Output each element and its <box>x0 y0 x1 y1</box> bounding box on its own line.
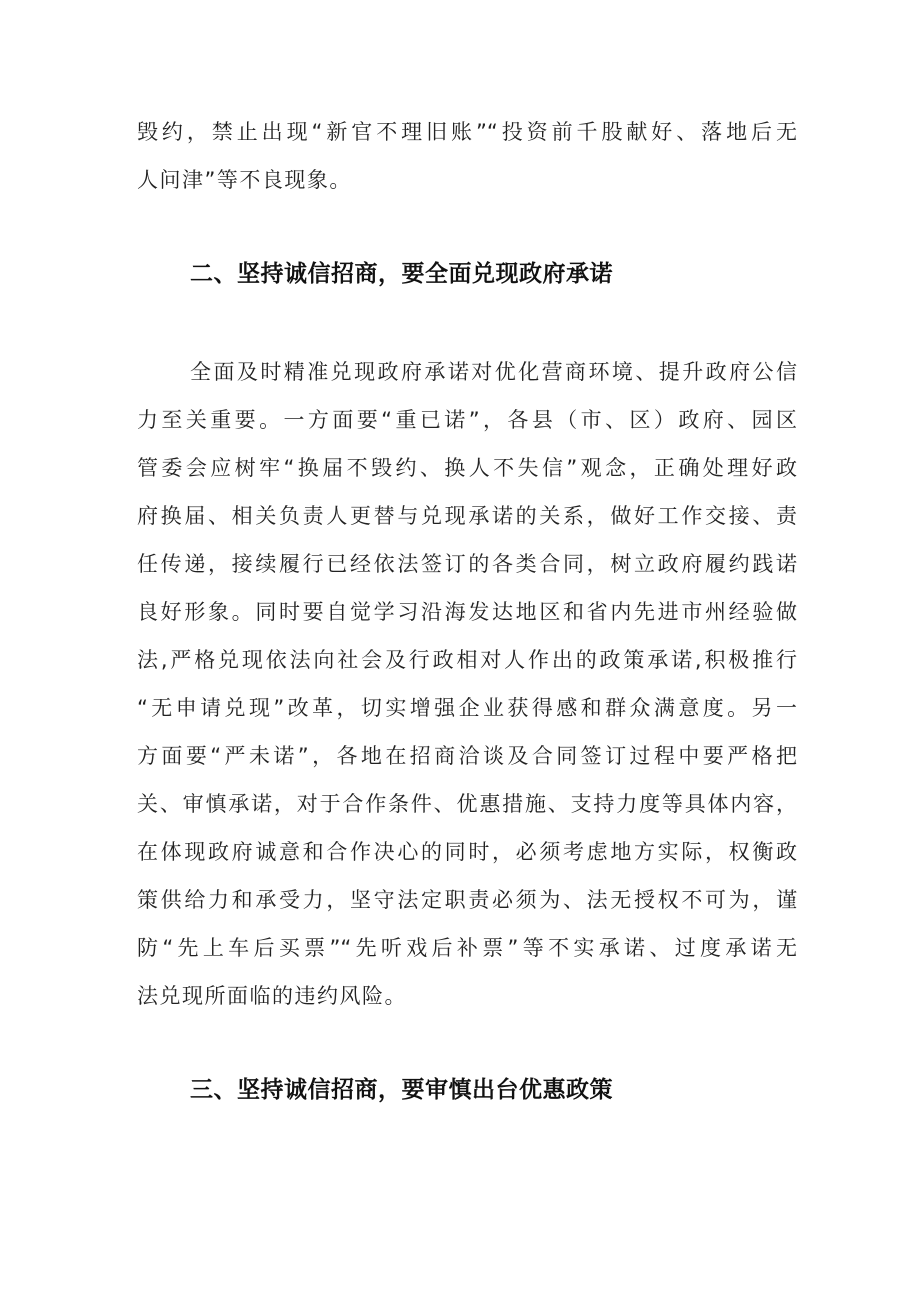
section-two-line-12: 策供给力和承受力，坚守法定职责必须为、法无授权不可为，谨 <box>137 888 797 912</box>
intro-line-2: 人问津”等不良现象。 <box>137 168 352 192</box>
section-two-line-4: 府换届、相关负责人更替与兑现承诺的关系，做好工作交接、责 <box>137 504 797 528</box>
intro-line-1: 毁约，禁止出现“新官不理旧账”“投资前千股献好、落地后无 <box>137 120 797 144</box>
section-two-line-8: “无申请兑现”改革，切实增强企业获得感和群众满意度。另一 <box>137 696 797 720</box>
section-two-line-2: 力至关重要。一方面要“重已诺”，各县（市、区）政府、园区 <box>137 408 797 432</box>
section-two-line-6: 良好形象。同时要自觉学习沿海发达地区和省内先进市州经验做 <box>137 600 797 624</box>
section-two-line-1: 全面及时精准兑现政府承诺对优化营商环境、提升政府公信 <box>190 360 797 384</box>
section-two-line-9: 方面要“严未诺”，各地在招商洽谈及合同签订过程中要严格把 <box>137 744 797 768</box>
section-two-line-13: 防“先上车后买票”“先听戏后补票”等不实承诺、过度承诺无 <box>137 936 797 960</box>
section-two-heading: 二、坚持诚信招商，要全面兑现政府承诺 <box>190 261 613 287</box>
section-two-line-11: 在体现政府诚意和合作决心的同时，必须考虑地方实际，权衡政 <box>137 840 797 864</box>
section-two-line-3: 管委会应树牢“换届不毁约、换人不失信”观念，正确处理好政 <box>137 456 797 480</box>
section-two-line-7: 法,严格兑现依法向社会及行政相对人作出的政策承诺,积极推行 <box>137 648 797 672</box>
section-two-line-14: 法兑现所面临的违约风险。 <box>137 984 407 1008</box>
section-two-line-10: 关、审慎承诺，对于合作条件、优惠措施、支持力度等具体内容， <box>137 792 797 816</box>
section-three-heading: 三、坚持诚信招商，要审慎出台优惠政策 <box>190 1077 613 1103</box>
section-two-line-5: 任传递，接续履行已经依法签订的各类合同，树立政府履约践诺 <box>137 552 797 576</box>
